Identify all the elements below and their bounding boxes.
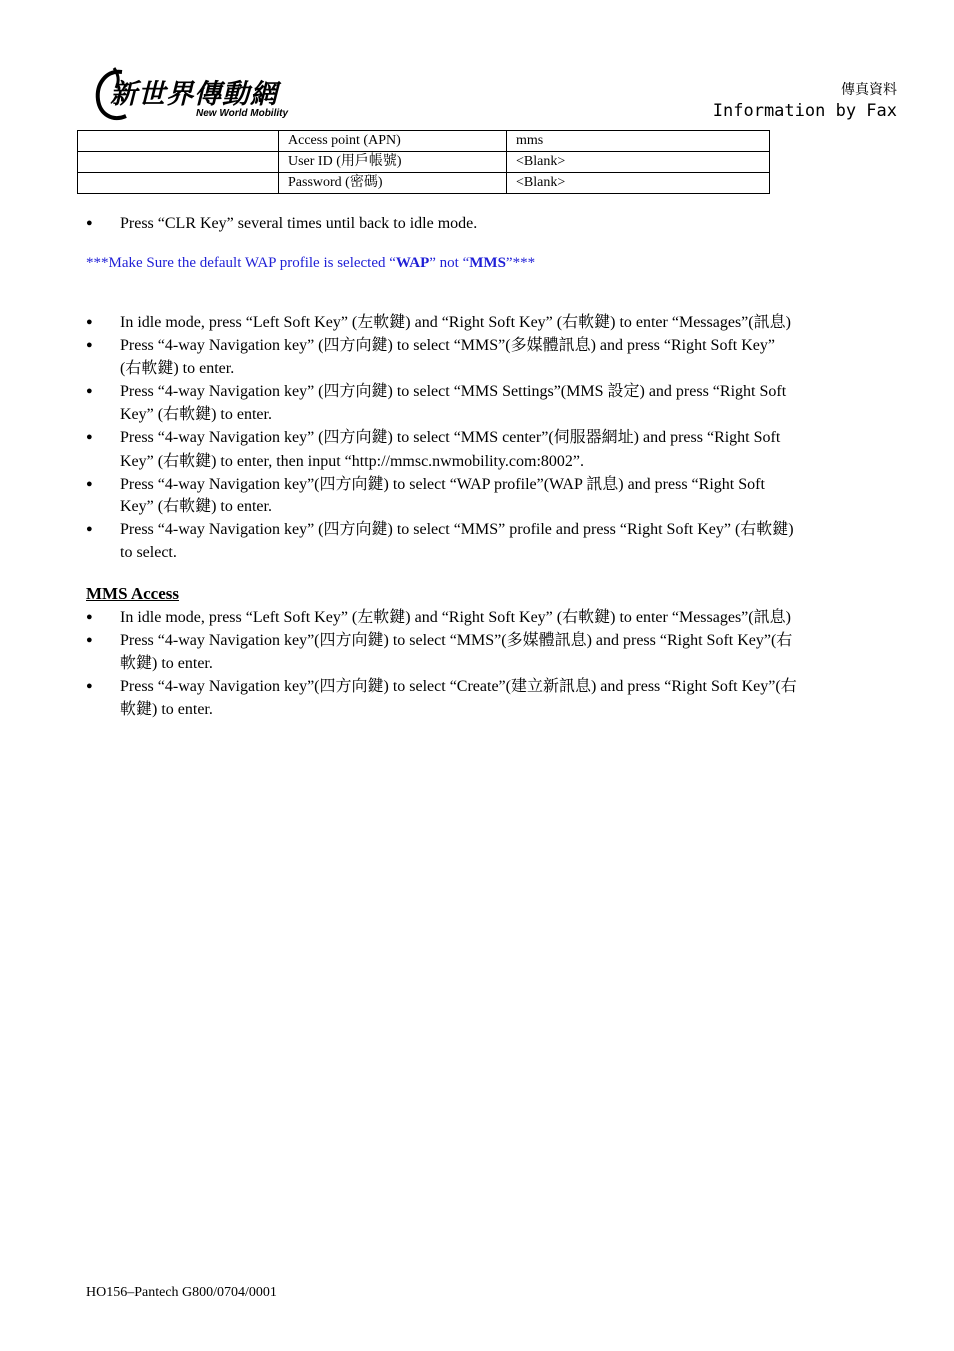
document-footer-code: HO156–Pantech G800/0704/0001: [86, 1285, 277, 1300]
settings-step-line: Press “4-way Navigation key” (四方向鍵) to select “MMS”(多媒體訊息) and press “Right Soft Key”: [120, 337, 775, 354]
settings-step-line: Key” (右軟鍵) to enter.: [120, 498, 272, 515]
table-row: [78, 131, 770, 152]
apn-settings-table: [77, 130, 770, 194]
access-step-line: Press “4-way Navigation key”(四方向鍵) to select “MMS”(多媒體訊息) and press “Right Soft Key”(右: [120, 632, 793, 649]
table-cell-empty: [78, 131, 279, 152]
table-cell-empty: [78, 173, 279, 194]
access-step-line: 軟鍵) to enter.: [120, 701, 213, 718]
logo-chinese-name: 新世界傳動網: [110, 79, 278, 110]
bullet-icon: ●: [86, 680, 93, 692]
settings-step-line: (右軟鍵) to enter.: [120, 360, 235, 377]
access-step-line: 軟鍵) to enter.: [120, 655, 213, 672]
bullet-icon: ●: [86, 478, 93, 490]
settings-step-line: Key” (右軟鍵) to enter.: [120, 406, 272, 423]
table-cell-value: <Blank>: [507, 152, 770, 173]
company-logo: [92, 66, 304, 124]
access-step-line: In idle mode, press “Left Soft Key” (左軟鍵) and “Right Soft Key” (右軟鍵) to enter “Messages”(訊息): [120, 609, 791, 626]
section-heading-mms-access: MMS Access: [86, 584, 180, 603]
table-cell-field: User ID (用戶帳號): [279, 152, 507, 173]
table-cell-value: mms: [507, 131, 770, 152]
logo-english-name: New World Mobility: [196, 108, 289, 119]
bullet-icon: ●: [86, 339, 93, 351]
doc-type-chinese: 傳真資料: [841, 82, 897, 98]
wap-profile-notice: ***Make Sure the default WAP profile is selected “WAP” not “MMS”***: [86, 255, 536, 271]
bullet-icon: ●: [86, 431, 93, 443]
table-cell-value: <Blank>: [507, 173, 770, 194]
bullet-icon: ●: [86, 385, 93, 397]
step-clr-text: Press “CLR Key” several times until back to idle mode.: [120, 215, 478, 232]
table-row: [78, 173, 770, 194]
settings-step-line: Key” (右軟鍵) to enter, then input “http://mmsc.nwmobility.com:8002”.: [120, 453, 585, 470]
settings-step-line: Press “4-way Navigation key”(四方向鍵) to select “WAP profile”(WAP 訊息) and press “Right Soft: [120, 476, 765, 493]
table-cell-field: Password (密碼): [279, 173, 507, 194]
bullet-icon: ●: [86, 523, 93, 535]
settings-step-line: In idle mode, press “Left Soft Key” (左軟鍵) and “Right Soft Key” (右軟鍵) to enter “Messages”(訊息): [120, 314, 791, 331]
bullet-icon: ●: [86, 611, 93, 623]
settings-step-line: to select.: [120, 544, 177, 561]
bullet-icon: ●: [86, 217, 93, 229]
doc-type-english: Information by Fax: [712, 101, 897, 121]
bullet-icon: ●: [86, 316, 93, 328]
access-step-line: Press “4-way Navigation key”(四方向鍵) to select “Create”(建立新訊息) and press “Right Soft Key”(右: [120, 678, 797, 695]
table-cell-empty: [78, 152, 279, 173]
table-row: [78, 152, 770, 173]
settings-step-line: Press “4-way Navigation key” (四方向鍵) to select “MMS” profile and press “Right Soft Key” (右軟鍵): [120, 521, 794, 538]
settings-step-line: Press “4-way Navigation key” (四方向鍵) to select “MMS center”(伺服器網址) and press “Right Soft: [120, 429, 781, 446]
table-cell-field: Access point (APN): [279, 131, 507, 152]
bullet-icon: ●: [86, 634, 93, 646]
settings-step-line: Press “4-way Navigation key” (四方向鍵) to select “MMS Settings”(MMS 設定) and press “Right Soft: [120, 383, 787, 400]
